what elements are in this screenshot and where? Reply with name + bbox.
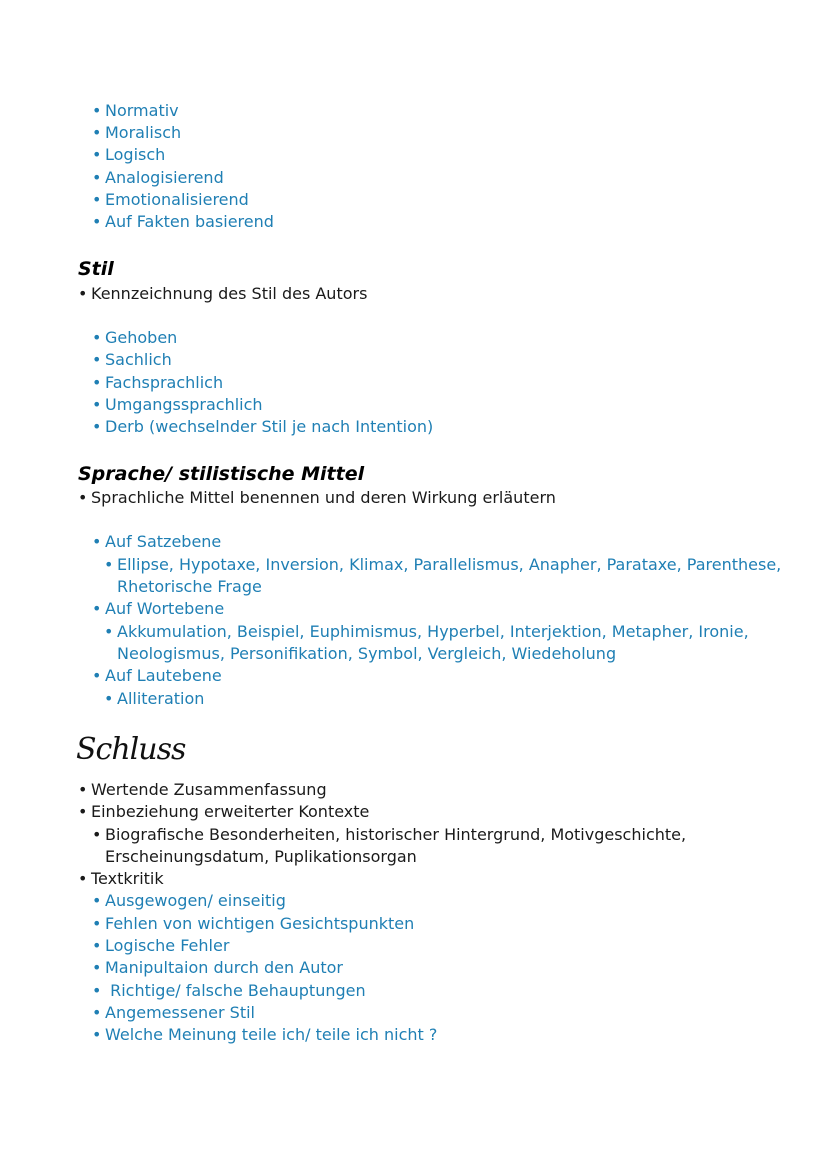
list-item: • Wertende Zusammenfassung xyxy=(78,780,327,799)
list-item: • Analogisierend xyxy=(92,168,224,187)
list-item: • Umgangssprachlich xyxy=(92,395,263,414)
list-item: • Auf Wortebene xyxy=(92,599,225,618)
schluss-heading: Schluss xyxy=(76,732,186,767)
list-item-detail-continuation: Neologismus, Personifikation, Symbol, Vergleich, Wiedeholung xyxy=(117,644,617,663)
list-item: • Auf Lautebene xyxy=(92,666,222,685)
stil-heading: Stil xyxy=(78,258,114,280)
stil-description: • Kennzeichnung des Stil des Autors xyxy=(78,284,368,303)
list-item: • Fehlen von wichtigen Gesichtspunkten xyxy=(92,914,415,933)
list-item: • Textkritik xyxy=(78,869,164,888)
sprache-description: • Sprachliche Mittel benennen und deren Wirkung erläutern xyxy=(78,488,556,507)
list-item: • Gehoben xyxy=(92,328,178,347)
list-item: • Einbeziehung erweiterter Kontexte xyxy=(78,802,370,821)
list-item-detail: • Biografische Besonderheiten, historischer Hintergrund, Motivgeschichte, xyxy=(92,825,687,844)
list-item: • Ausgewogen/ einseitig xyxy=(92,891,286,910)
list-item-detail: • Ellipse, Hypotaxe, Inversion, Klimax, Parallelismus, Anapher, Parataxe, Parenthese, xyxy=(104,555,782,574)
list-item: • Logisch xyxy=(92,145,166,164)
list-item: • Richtige/ falsche Behauptungen xyxy=(92,981,366,1000)
list-item: • Auf Fakten basierend xyxy=(92,212,274,231)
list-item: • Manipultaion durch den Autor xyxy=(92,958,343,977)
list-item-detail-continuation: Erscheinungsdatum, Puplikationsorgan xyxy=(105,847,417,866)
list-item: • Logische Fehler xyxy=(92,936,230,955)
list-item: • Fachsprachlich xyxy=(92,373,224,392)
list-item: • Angemessener Stil xyxy=(92,1003,255,1022)
list-item: • Auf Satzebene xyxy=(92,532,222,551)
list-item: • Moralisch xyxy=(92,123,182,142)
list-item: • Normativ xyxy=(92,101,179,120)
list-item: • Emotionalisierend xyxy=(92,190,249,209)
list-item-detail-continuation: Rhetorische Frage xyxy=(117,577,262,596)
sprache-heading: Sprache/ stilistische Mittel xyxy=(78,463,365,485)
list-item: • Welche Meinung teile ich/ teile ich nicht ? xyxy=(92,1025,438,1044)
list-item: • Sachlich xyxy=(92,350,172,369)
list-item-detail: • Alliteration xyxy=(104,689,205,708)
list-item-detail: • Akkumulation, Beispiel, Euphimismus, Hyperbel, Interjektion, Metapher, Ironie, xyxy=(104,622,749,641)
list-item: • Derb (wechselnder Stil je nach Intention) xyxy=(92,417,434,436)
